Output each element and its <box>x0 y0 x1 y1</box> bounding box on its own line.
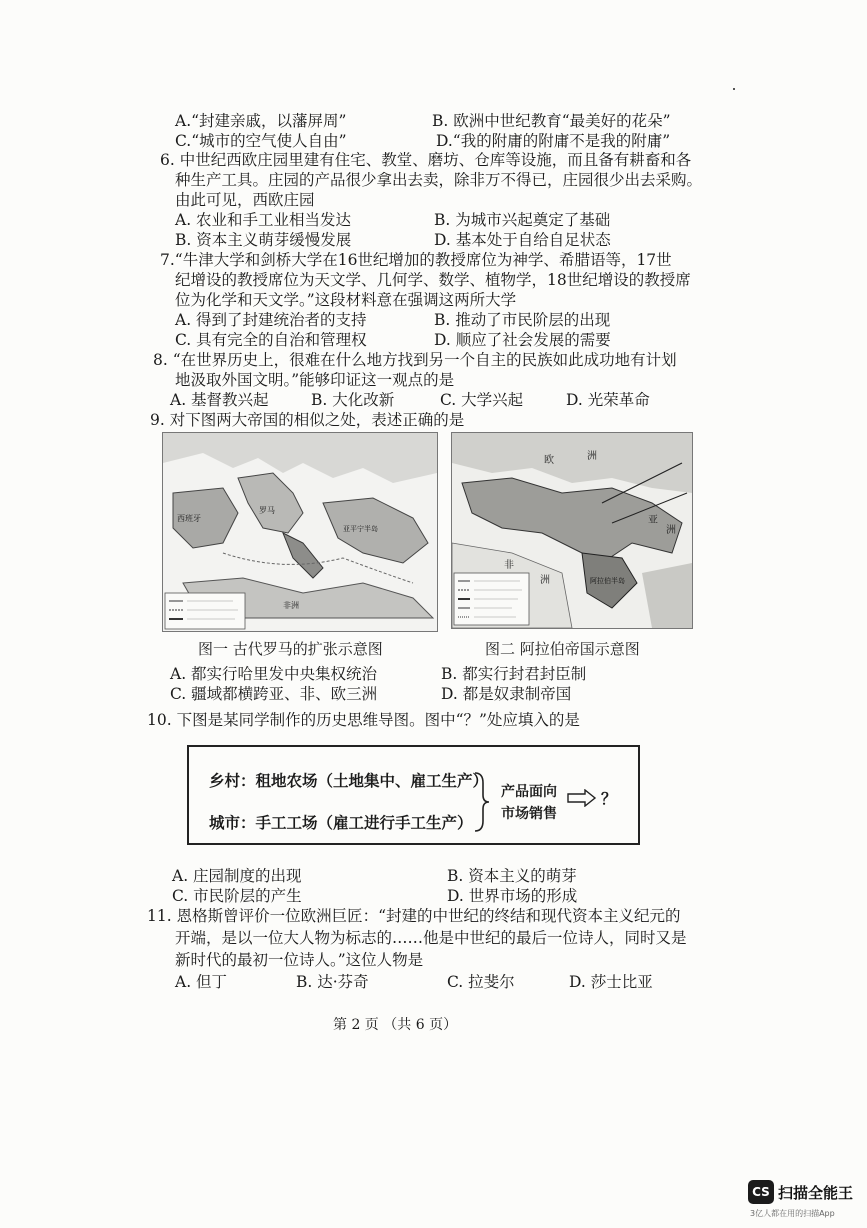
q11-stem-line2: 开端，是以一位大人物为标志的……他是中世纪的最后一位诗人，同时又是 <box>175 929 687 947</box>
q11-stem-line1: 11. 恩格斯曾评价一位欧洲巨匠：“封建的中世纪的终结和现代资本主义纪元的 <box>147 907 681 925</box>
q6-option-c: B. 资本主义萌芽缓慢发展 <box>175 231 352 249</box>
q7-option-c: C. 具有完全的自治和管理权 <box>175 331 367 349</box>
q7-option-b: B. 推动了市民阶层的出现 <box>434 311 611 329</box>
q8-option-b: B. 大化改新 <box>311 391 395 409</box>
q9-option-d: D. 都是奴隶制帝国 <box>441 685 572 703</box>
q11-stem-line3: 新时代的最初一位诗人。”这位人物是 <box>175 951 424 969</box>
arrow-right-icon <box>567 789 597 807</box>
map2-label-zhou2: 洲 <box>666 525 676 536</box>
map2-label-ya: 亚 <box>648 515 658 526</box>
mind-map-rural: 乡村：租地农场（土地集中、雇工生产） <box>209 772 489 790</box>
q10-option-a: A. 庄园制度的出现 <box>172 867 302 885</box>
map1-label-spain: 西班牙 <box>177 514 201 523</box>
q5-option-b: B. 欧洲中世纪教育“最美好的花朵” <box>432 112 671 130</box>
q8-option-a: A. 基督教兴起 <box>170 391 269 409</box>
q10-option-c: C. 市民阶层的产生 <box>172 887 302 905</box>
q7-stem-line3: 位为化学和天文学。”这段材料意在强调这两所大学 <box>175 291 517 309</box>
map1-label-peninsula: 亚平宁半岛 <box>343 525 378 533</box>
q11-option-d: D. 莎士比亚 <box>569 973 653 991</box>
q11-option-a: A. 但丁 <box>175 973 228 991</box>
q11-option-b: B. 达·芬奇 <box>296 973 369 991</box>
watermark-app-name: 扫描全能王 <box>778 1184 854 1202</box>
q6-stem-line3: 由此可见，西欧庄园 <box>175 191 315 209</box>
map2-label-fei: 非 <box>504 560 514 571</box>
mind-map-question: ？ <box>601 790 617 808</box>
q5-option-c: C.“城市的空气使人自由” <box>175 132 347 150</box>
arab-empire-map <box>451 432 693 629</box>
q6-stem-line2: 种生产工具。庄园的产品很少拿出去卖，除非万不得已，庄园很少出去采购。 <box>175 171 703 189</box>
q8-option-d: D. 光荣革命 <box>566 391 650 409</box>
watermark-tagline: 3亿人都在用的扫描App <box>750 1209 835 1218</box>
q9-option-a: A. 都实行哈里发中央集权统治 <box>170 665 378 683</box>
q5-option-a: A.“封建亲戚，以藩屏周” <box>175 112 347 130</box>
scanner-watermark <box>748 1180 860 1220</box>
q10-option-d: D. 世界市场的形成 <box>447 887 578 905</box>
mind-map-middle-2: 市场销售 <box>501 806 557 822</box>
scan-speck <box>733 88 735 90</box>
page-number: 第 2 页 （共 6 页） <box>333 1017 458 1033</box>
q8-stem-line1: 8. “在世界历史上，很难在什么地方找到另一个自主的民族如此成功地有计划 <box>153 351 677 369</box>
q7-stem-line1: 7.“牛津大学和剑桥大学在16世纪增加的教授席位为神学、希腊语等，17世 <box>160 251 672 269</box>
q10-option-b: B. 资本主义的萌芽 <box>447 867 577 885</box>
q8-stem-line2: 地汲取外国文明。”能够印证这一观点的是 <box>175 371 455 389</box>
map1-label-rome: 罗马 <box>259 506 275 515</box>
q5-option-d: D.“我的附庸的附庸不是我的附庸” <box>436 132 671 150</box>
map2-label-zhou3: 洲 <box>540 575 550 586</box>
q6-option-d: D. 基本处于自给自足状态 <box>434 231 611 249</box>
q9-option-c: C. 疆域都横跨亚、非、欧三洲 <box>170 685 378 703</box>
map1-caption: 图一 古代罗马的扩张示意图 <box>198 640 383 658</box>
roman-expansion-map <box>162 432 438 632</box>
q6-option-a: A. 农业和手工业相当发达 <box>175 211 352 229</box>
q9-stem: 9. 对下图两大帝国的相似之处，表述正确的是 <box>150 411 465 429</box>
map2-caption: 图二 阿拉伯帝国示意图 <box>485 640 640 658</box>
brace-icon <box>471 771 491 833</box>
q7-option-d: D. 顺应了社会发展的需要 <box>434 331 611 349</box>
q6-option-b: B. 为城市兴起奠定了基础 <box>434 211 611 229</box>
mind-map-middle-1: 产品面向 <box>501 784 557 800</box>
map2-label-zhou1: 洲 <box>587 451 597 462</box>
map2-label-arabia: 阿拉伯半岛 <box>590 577 625 585</box>
q10-stem: 10. 下图是某同学制作的历史思维导图。图中“？”处应填入的是 <box>147 711 580 729</box>
q7-option-a: A. 得到了封建统治者的支持 <box>175 311 367 329</box>
camscanner-logo-icon: CS <box>748 1180 774 1204</box>
q8-option-c: C. 大学兴起 <box>440 391 524 409</box>
q7-stem-line2: 纪增设的教授席位为天文学、几何学、数学、植物学，18世纪增设的教授席 <box>175 271 691 289</box>
q6-stem-line1: 6. 中世纪西欧庄园里建有住宅、教堂、磨坊、仓库等设施，而且备有耕畜和各 <box>160 151 692 169</box>
mind-map <box>187 745 640 845</box>
map2-label-ou: 欧 <box>544 455 554 466</box>
q11-option-c: C. 拉斐尔 <box>447 973 515 991</box>
q9-option-b: B. 都实行封君封臣制 <box>441 665 587 683</box>
mind-map-urban: 城市：手工工场（雇工进行手工生产） <box>209 814 473 832</box>
map1-label-africa: 非洲 <box>283 601 299 610</box>
